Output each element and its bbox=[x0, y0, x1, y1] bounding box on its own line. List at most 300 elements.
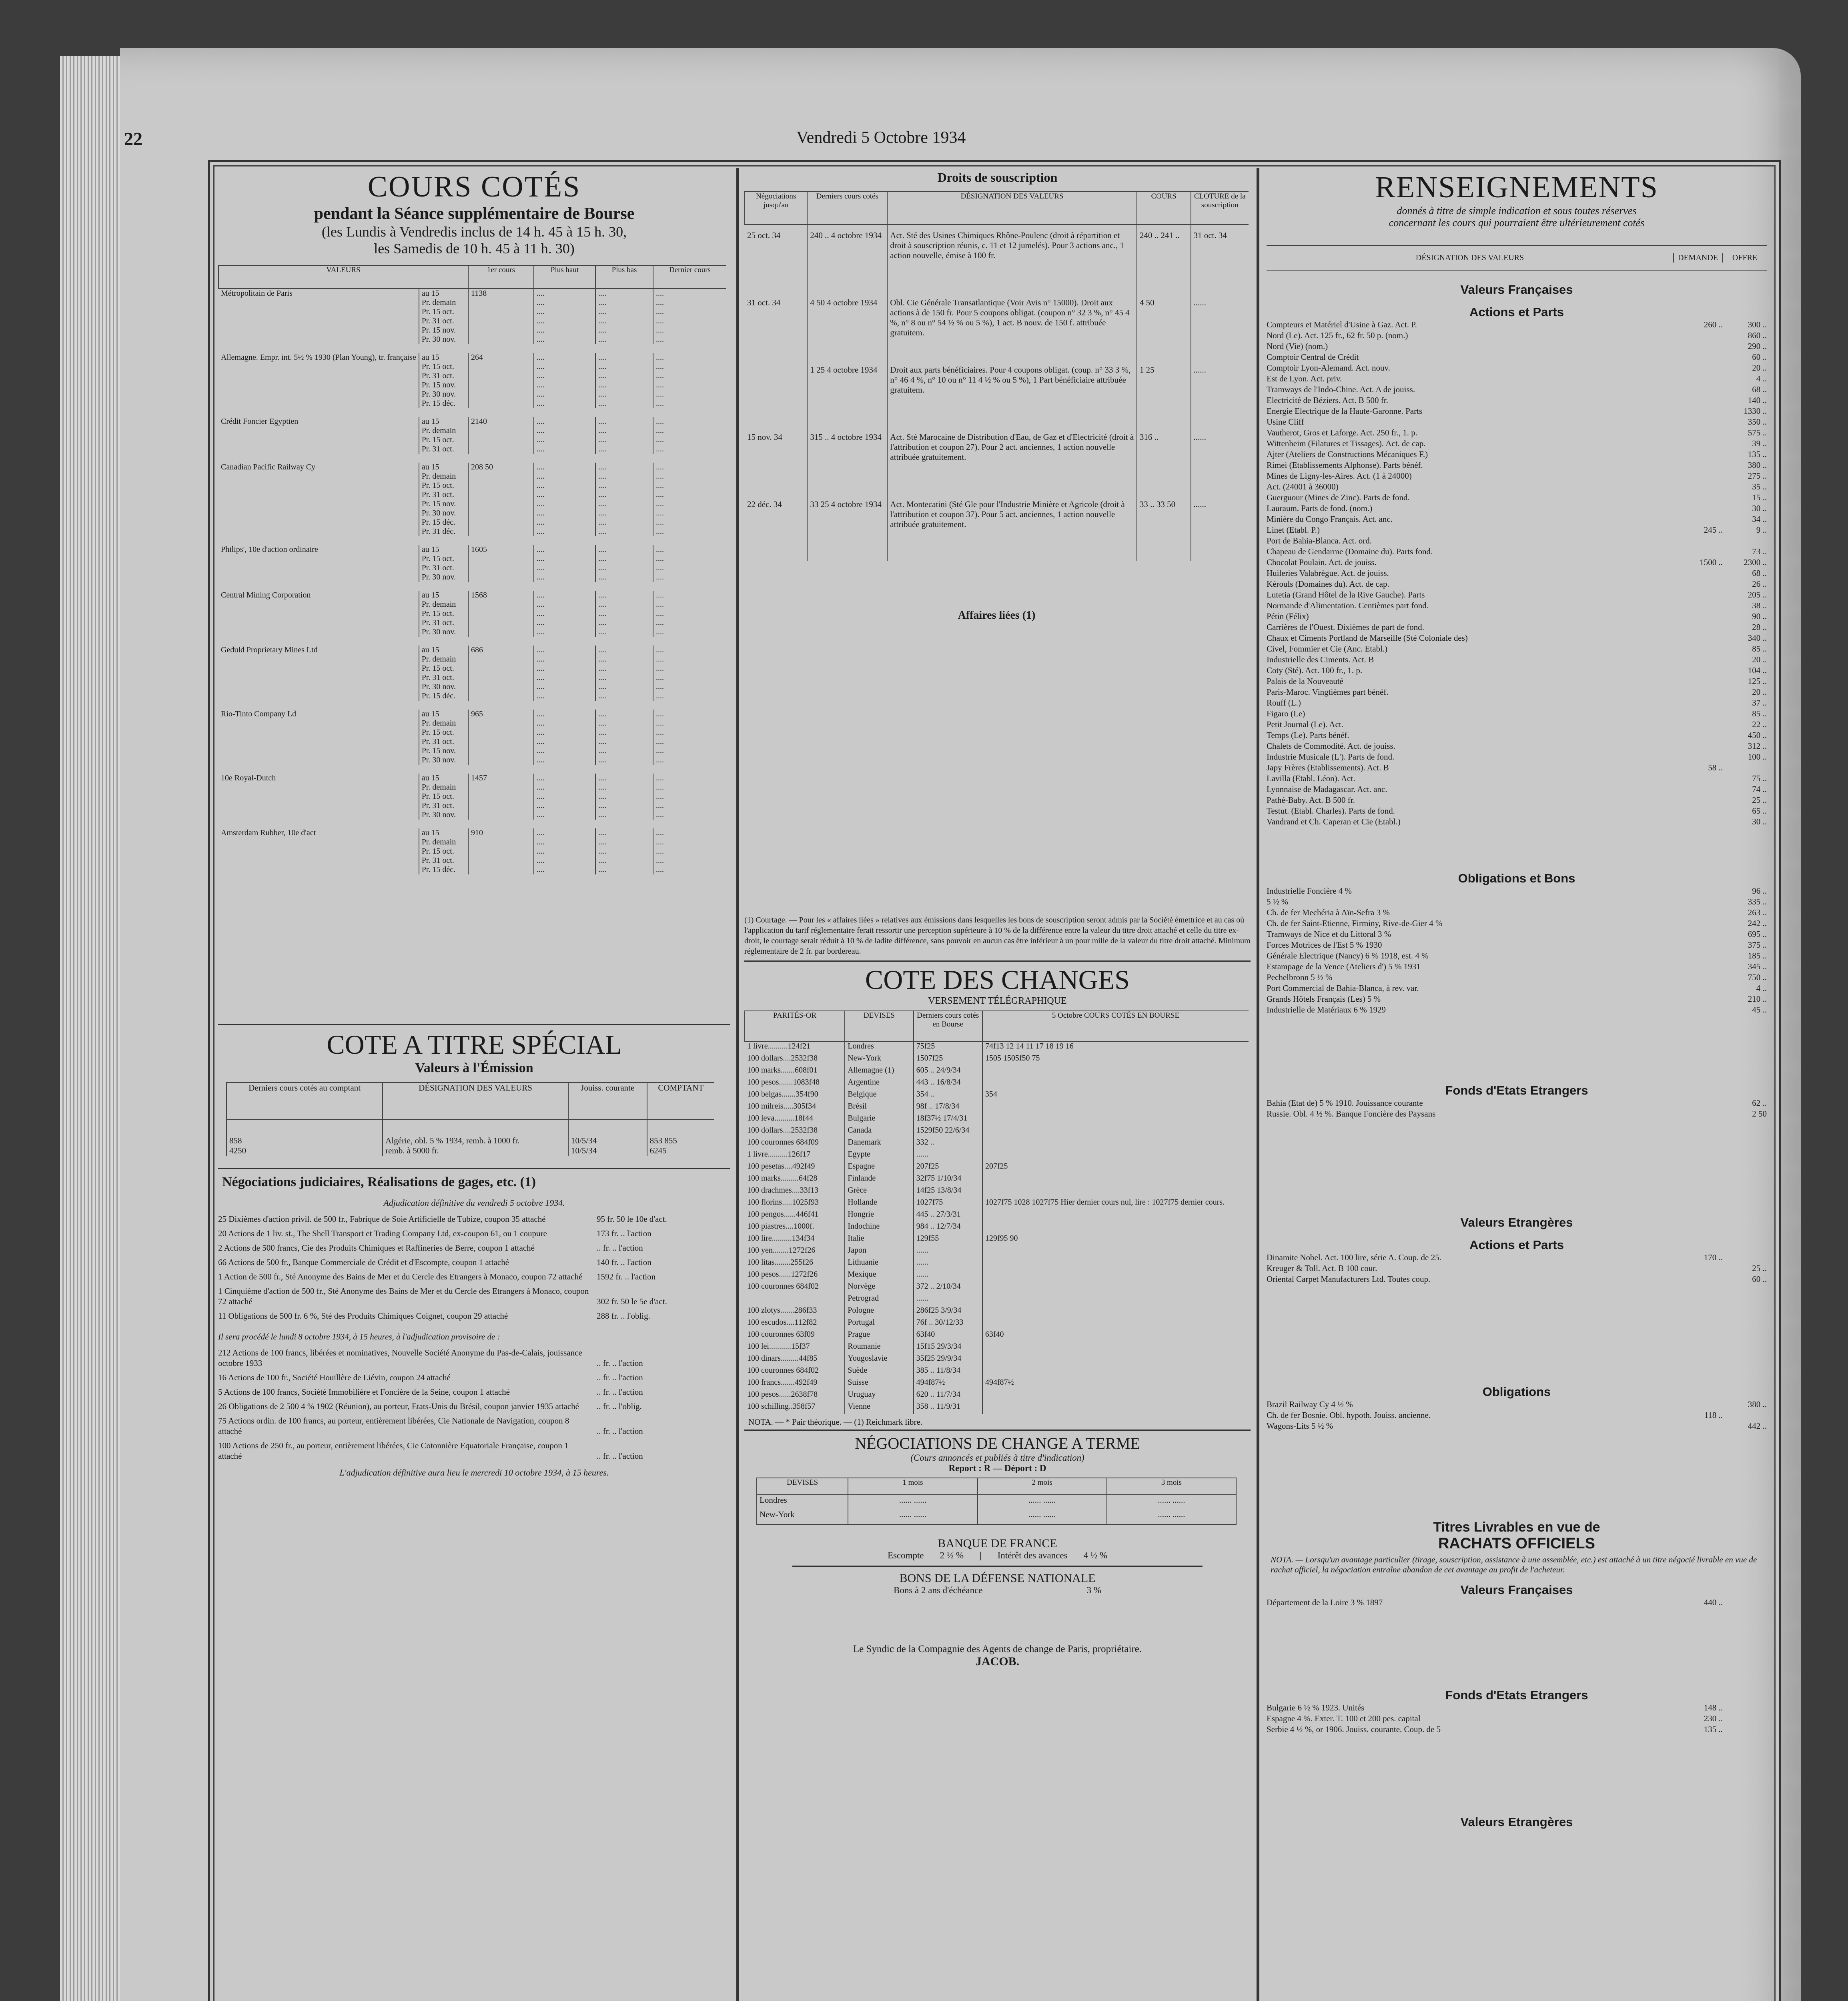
rens-offre: 15 .. bbox=[1752, 493, 1767, 502]
rens-demande bbox=[1675, 795, 1723, 806]
rens-name: Nord (Vie) (nom.) bbox=[1267, 341, 1328, 351]
cours-row: Pr. 30 nov. .... .... .... bbox=[218, 573, 726, 582]
cours-column-header: Plus haut bbox=[534, 265, 595, 289]
rens-name: Chapeau de Gendarme (Domaine du). Parts fond. bbox=[1267, 547, 1433, 556]
cours-row: Pr. 15 nov. .... .... .... bbox=[218, 746, 726, 756]
changes-column-header: Derniers cours cotés en Bourse bbox=[914, 1011, 982, 1041]
rens-demande bbox=[1675, 384, 1723, 395]
cours-row: Pr. 31 oct. .... .... .... bbox=[218, 445, 726, 454]
rens-offre: 37 .. bbox=[1752, 698, 1767, 708]
cours-term: Pr. 15 oct. bbox=[419, 609, 468, 618]
terme-column-header: DEVISES bbox=[757, 1478, 848, 1495]
adjudication-text: 2 Actions de 500 francs, Cie des Produits Chimiques et Raffineries de Berre, coupon 1 attaché bbox=[218, 1243, 535, 1253]
rens-section-title: Actions et Parts bbox=[1469, 1238, 1564, 1252]
rens-demande bbox=[1675, 568, 1723, 579]
rens-offre: 442 .. bbox=[1748, 1421, 1767, 1431]
rens-name: Ch. de fer Bosnie. Obl. hypoth. Jouiss. ancienne. bbox=[1267, 1410, 1431, 1420]
rens-demande bbox=[1675, 806, 1723, 816]
rens-name: Tramways de Nice et du Littoral 3 % bbox=[1267, 929, 1391, 939]
cours-term: Pr. 30 nov. bbox=[419, 682, 468, 692]
adjudication-item bbox=[218, 1416, 730, 1436]
rens-offre bbox=[1723, 1597, 1767, 1608]
changes-prev: 207f25 bbox=[914, 1162, 982, 1174]
rens-offre: 34 .. bbox=[1752, 514, 1767, 524]
rens-name: Pathé-Baby. Act. B 500 fr. bbox=[1267, 795, 1355, 805]
droits-until: 25 oct. 34 bbox=[747, 231, 781, 240]
changes-cur bbox=[982, 1366, 1249, 1378]
rens-demande bbox=[1675, 784, 1723, 795]
droits-column-header: COURS bbox=[1137, 192, 1191, 225]
droits-cours: 1 25 bbox=[1137, 359, 1191, 427]
adjudication-text: 11 Obligations de 500 fr. 6 %, Sté des Produits Chimiques Coignet, coupon 29 attaché bbox=[218, 1311, 508, 1321]
changes-row bbox=[745, 1041, 1249, 1054]
rens-name: Civel, Fommier et Cie (Anc. Etabl.) bbox=[1267, 644, 1388, 654]
adjudication-price: 173 fr. .. l'action bbox=[597, 1229, 651, 1238]
cours-row: Pr. 15 oct. .... .... .... bbox=[218, 847, 726, 856]
cours-row: Rio-Tinto Company Ld au 15 965 .... .... .... bbox=[218, 710, 726, 719]
cours-term: Pr. 15 nov. bbox=[419, 381, 468, 390]
page-date: Vendredi 5 Octobre 1934 bbox=[796, 128, 966, 147]
rens-name: Ajter (Ateliers de Constructions Mécaniques F.) bbox=[1267, 449, 1428, 459]
changes-row bbox=[745, 1306, 1249, 1318]
rens-demande bbox=[1675, 535, 1723, 546]
special-value: 6245 bbox=[647, 1146, 714, 1156]
cours-column-header: Dernier cours bbox=[653, 265, 726, 289]
rens-name: Serbie 4 ½ %, or 1906. Jouiss. courante. Coup. de 5 bbox=[1267, 1724, 1441, 1734]
rens-demande bbox=[1675, 886, 1723, 896]
rens-demande bbox=[1675, 961, 1723, 972]
changes-prev: ...... bbox=[914, 1294, 982, 1306]
changes-row bbox=[745, 1186, 1249, 1198]
rens-demande bbox=[1675, 352, 1723, 363]
cours-row: Pr. 15 oct. .... .... .... bbox=[218, 664, 726, 673]
rens-section-title: Obligations bbox=[1482, 1385, 1551, 1399]
cours-row: Pr. 30 nov. .... .... .... bbox=[218, 628, 726, 637]
rens-offre: 90 .. bbox=[1752, 612, 1767, 621]
cours-term: Pr. 31 oct. bbox=[419, 673, 468, 682]
changes-cur bbox=[982, 1246, 1249, 1258]
cours-row: Geduld Proprietary Mines Ltd au 15 686 .... .... .... bbox=[218, 646, 726, 655]
cours-term: au 15 bbox=[419, 289, 468, 298]
rens-demande bbox=[1675, 698, 1723, 708]
cours-row: Pr. 15 oct. .... .... .... bbox=[218, 307, 726, 317]
adjudication-text: 66 Actions de 500 fr., Banque Commerciale de Crédit et d'Escompte, coupon 1 attaché bbox=[218, 1257, 509, 1267]
cours-term: au 15 bbox=[419, 417, 468, 426]
rens-demande bbox=[1675, 471, 1723, 481]
cours-row: Pr. 31 oct. .... .... .... bbox=[218, 371, 726, 381]
cours-security-name: Philips', 10e d'action ordinaire bbox=[221, 545, 318, 554]
adjudication-text: 25 Dixièmes d'action privil. de 500 fr., Fabrique de Soie Artificielle de Tubize, coupon 35 attaché bbox=[218, 1214, 546, 1224]
special-column-header: COMPTANT bbox=[647, 1083, 714, 1119]
cours-row: Pr. 31 oct. .... .... .... bbox=[218, 856, 726, 865]
rens-demande bbox=[1675, 514, 1723, 525]
rens-row bbox=[1267, 525, 1767, 535]
rens-name: Comptoir Central de Crédit bbox=[1267, 352, 1359, 362]
rens-row bbox=[1267, 600, 1767, 611]
cours-row: Amsterdam Rubber, 10e d'act au 15 910 .... .... .... bbox=[218, 828, 726, 838]
changes-cur: 129f95 90 bbox=[982, 1234, 1249, 1246]
rens-row bbox=[1267, 644, 1767, 654]
rens-name: Electricité de Béziers. Act. B 500 fr. bbox=[1267, 395, 1388, 405]
changes-cur bbox=[982, 1342, 1249, 1354]
droits-row bbox=[745, 427, 1249, 494]
rens-offre: 2 50 bbox=[1752, 1109, 1767, 1119]
special-prev: 4250 bbox=[226, 1146, 383, 1156]
rens-demande bbox=[1675, 622, 1723, 633]
changes-prev: 15f15 29/3/34 bbox=[914, 1342, 982, 1354]
changes-cur: 494f87½ bbox=[982, 1378, 1249, 1390]
changes-prev: 385 .. 11/8/34 bbox=[914, 1366, 982, 1378]
rens-demande bbox=[1675, 330, 1723, 341]
rens-name: Ch. de fer Saint-Etienne, Firminy, Rive-de-Gier 4 % bbox=[1267, 918, 1443, 928]
changes-par: 1 livre..........124f21 bbox=[747, 1042, 811, 1051]
changes-par: 100 litas........255f26 bbox=[747, 1258, 813, 1267]
droits-close: 31 oct. 34 bbox=[1191, 225, 1249, 292]
rens-offre: 73 .. bbox=[1752, 547, 1767, 556]
changes-prev: 286f25 3/9/34 bbox=[914, 1306, 982, 1318]
rens-section-title: Actions et Parts bbox=[1469, 305, 1564, 319]
right-column bbox=[1267, 170, 1767, 2001]
changes-cur bbox=[982, 1306, 1249, 1318]
rens-name: Chocolat Poulain. Act. de jouiss. bbox=[1267, 557, 1377, 567]
cours-column-header: Plus bas bbox=[595, 265, 653, 289]
rens-demande bbox=[1675, 940, 1723, 950]
droits-until: 22 déc. 34 bbox=[747, 499, 782, 509]
adjudication-price: .. fr. .. l'action bbox=[597, 1387, 643, 1397]
rachats-note: NOTA. — Lorsqu'un avantage particulier (tirage, souscription, assistance à une assemblée, etc.) est attaché à un titre négocié livrable en vue de rachat officiel, la négociation entraîne abandon de cet avantage au profit de l'acheteur. bbox=[1271, 1555, 1757, 1574]
changes-row bbox=[745, 1354, 1249, 1366]
rens-name: Minière du Congo Français. Act. anc. bbox=[1267, 514, 1393, 524]
rens-demande bbox=[1675, 665, 1723, 676]
rens-name: Figaro (Le) bbox=[1267, 709, 1305, 718]
rens-row bbox=[1267, 460, 1767, 471]
rens-name: Industrielle Foncière 4 % bbox=[1267, 886, 1352, 896]
adjudication-price: 140 fr. .. l'action bbox=[597, 1257, 651, 1267]
changes-prev: 75f25 bbox=[914, 1041, 982, 1054]
cours-term: Pr. 30 nov. bbox=[419, 390, 468, 399]
changes-par: 100 couronnes 684f09 bbox=[747, 1138, 819, 1147]
rens-name: Bulgarie 6 ½ % 1923. Unités bbox=[1267, 1703, 1365, 1712]
rens-name: Wagons-Lits 5 ½ % bbox=[1267, 1421, 1333, 1431]
rens-col-offre: OFFRE bbox=[1722, 253, 1767, 263]
adjudication-price: .. fr. .. l'action bbox=[597, 1451, 643, 1461]
cours-security-name: Canadian Pacific Railway Cy bbox=[221, 463, 316, 471]
droits-column-header: DÉSIGNATION DES VALEURS bbox=[887, 192, 1137, 225]
renseignements-table bbox=[1267, 245, 1767, 1829]
cours-row: Pr. 31 oct. .... .... .... bbox=[218, 737, 726, 746]
cours-term: Pr. 15 oct. bbox=[419, 362, 468, 371]
changes-prev: 1507f25 bbox=[914, 1054, 982, 1066]
cours-term: au 15 bbox=[419, 545, 468, 554]
cours-term: Pr. demain bbox=[419, 719, 468, 728]
rens-section-title: Obligations et Bons bbox=[1458, 871, 1575, 885]
cours-first-price: 910 bbox=[471, 828, 483, 837]
changes-par: 100 schilling..358f57 bbox=[747, 1402, 816, 1411]
changes-column-header: PARITÉS-OR bbox=[745, 1011, 845, 1041]
changes-row bbox=[745, 1162, 1249, 1174]
changes-cur bbox=[982, 1270, 1249, 1282]
changes-row bbox=[745, 1078, 1249, 1090]
changes-cur bbox=[982, 1390, 1249, 1402]
rens-demande bbox=[1675, 449, 1723, 460]
rens-offre bbox=[1723, 762, 1767, 773]
cours-cotes-hours: (les Lundis à Vendredis inclus de 14 h. 45 à 15 h. 30, bbox=[321, 224, 627, 240]
cours-term: Pr. 31 oct. bbox=[419, 317, 468, 326]
changes-prev: 63f40 bbox=[914, 1330, 982, 1342]
droits-until bbox=[745, 359, 807, 427]
rens-offre: 340 .. bbox=[1748, 633, 1767, 643]
rens-row bbox=[1267, 481, 1767, 492]
cours-row: Pr. 15 oct. .... .... .... bbox=[218, 792, 726, 801]
cours-column-header: VALEURS bbox=[218, 265, 468, 289]
cours-row: Pr. demain .... .... .... bbox=[218, 838, 726, 847]
adjudication-item bbox=[218, 1243, 730, 1253]
rens-row bbox=[1267, 896, 1767, 907]
rens-demande bbox=[1675, 1263, 1723, 1274]
rens-name: Rimei (Etablissements Alphonse). Parts bénéf. bbox=[1267, 460, 1423, 470]
rens-name: Palais de la Nouveauté bbox=[1267, 676, 1343, 686]
cours-row: Pr. 15 déc. .... .... .... bbox=[218, 399, 726, 408]
rens-demande bbox=[1675, 972, 1723, 983]
rens-demande bbox=[1675, 546, 1723, 557]
cours-row: Pr. 15 oct. .... .... .... bbox=[218, 481, 726, 490]
cours-row: Pr. 15 déc. .... .... .... bbox=[218, 865, 726, 874]
rens-name: Forces Motrices de l'Est 5 % 1930 bbox=[1267, 940, 1382, 950]
cours-row: Pr. 30 nov. .... .... .... bbox=[218, 756, 726, 765]
changes-dev: Danemark bbox=[845, 1138, 913, 1150]
droits-until: 31 oct. 34 bbox=[747, 298, 781, 307]
changes-cur bbox=[982, 1222, 1249, 1234]
cours-term: au 15 bbox=[419, 710, 468, 719]
changes-row bbox=[745, 1390, 1249, 1402]
changes-row bbox=[745, 1318, 1249, 1330]
rens-offre: 20 .. bbox=[1752, 687, 1767, 697]
changes-prev: 358 .. 11/9/31 bbox=[914, 1402, 982, 1414]
changes-par: 100 zlotys.......286f33 bbox=[747, 1306, 817, 1315]
cours-row: Pr. 31 oct. .... .... .... bbox=[218, 563, 726, 573]
cours-row: Crédit Foncier Egyptien au 15 2140 .... .... .... bbox=[218, 417, 726, 426]
rens-name: Compteurs et Matériel d'Usine à Gaz. Act. P. bbox=[1267, 320, 1417, 329]
droits-name: Act. Montecatini (Sté Gle pour l'Industrie Minière et Agricole (droit à l'attribution et coupon 37). Pour 5 act. anciennes, 1 action nouvelle attribuée gratuitement. bbox=[887, 494, 1137, 561]
rens-demande bbox=[1675, 1274, 1723, 1285]
cours-row: Pr. 30 nov. .... .... .... bbox=[218, 682, 726, 692]
cours-row: Pr. demain .... .... .... bbox=[218, 298, 726, 307]
terme-currency: New-York bbox=[757, 1510, 848, 1524]
cours-term: Pr. demain bbox=[419, 838, 468, 847]
book-edge bbox=[60, 56, 124, 2001]
adjudication-item bbox=[218, 1347, 730, 1368]
changes-row bbox=[745, 1258, 1249, 1270]
changes-row bbox=[745, 1174, 1249, 1186]
changes-row bbox=[745, 1150, 1249, 1162]
adjudication-text: 75 Actions ordin. de 100 francs, au porteur, entièrement libérées, Cie Nationale de Navigation, coupon 8 attaché bbox=[218, 1416, 569, 1436]
rens-demande bbox=[1675, 994, 1723, 1005]
changes-dev: Espagne bbox=[845, 1162, 913, 1174]
adjudication-item bbox=[218, 1387, 730, 1397]
adjudication-item bbox=[218, 1401, 730, 1412]
cours-term: Pr. 31 oct. bbox=[419, 563, 468, 573]
rens-demande bbox=[1675, 654, 1723, 665]
changes-row bbox=[745, 1138, 1249, 1150]
cours-row: Pr. 15 oct. .... .... .... bbox=[218, 609, 726, 618]
rens-row bbox=[1267, 611, 1767, 622]
cours-first-price: 264 bbox=[471, 353, 483, 362]
rens-row bbox=[1267, 406, 1767, 417]
bons-title: BONS DE LA DÉFENSE NATIONALE bbox=[899, 1572, 1096, 1585]
rens-demande bbox=[1675, 600, 1723, 611]
adjudication-item bbox=[218, 1228, 730, 1239]
rens-demande bbox=[1675, 918, 1723, 929]
cours-row: Pr. 15 oct. .... .... .... bbox=[218, 554, 726, 563]
rens-name: Wittenheim (Filatures et Tissages). Act. de cap. bbox=[1267, 439, 1426, 448]
rens-demande: 230 .. bbox=[1704, 1714, 1723, 1723]
rens-row bbox=[1267, 633, 1767, 644]
rens-offre bbox=[1723, 535, 1767, 546]
rens-demande bbox=[1675, 896, 1723, 907]
rens-offre: 35 .. bbox=[1752, 482, 1767, 491]
droits-name: Act. Sté des Usines Chimiques Rhône-Poulenc (droit à répartition et droit à souscription réunis, c. 11 et 12 jumelés). Pour 3 actions anc., 1 action nouvelle, émise à 100 fr. bbox=[887, 225, 1137, 292]
changes-cur bbox=[982, 1258, 1249, 1270]
adjudication-price: 288 fr. .. l'oblig. bbox=[597, 1311, 650, 1321]
rens-demande bbox=[1675, 816, 1723, 827]
rens-demande: 1500 .. bbox=[1700, 557, 1723, 567]
rens-name: Estampage de la Vence (Ateliers d') 5 % 1931 bbox=[1267, 962, 1421, 971]
cours-term: Pr. 30 nov. bbox=[419, 335, 468, 344]
rens-offre: 25 .. bbox=[1752, 1263, 1767, 1273]
rens-name: Lavilla (Etabl. Léon). Act. bbox=[1267, 774, 1355, 783]
rens-name: Chalets de Commodité. Act. de jouiss. bbox=[1267, 741, 1395, 751]
changes-row bbox=[745, 1330, 1249, 1342]
changes-dev: Pologne bbox=[845, 1306, 913, 1318]
droits-close: ...... bbox=[1191, 359, 1249, 427]
cours-cotes-subtitle: pendant la Séance supplémentaire de Bourse bbox=[314, 205, 635, 223]
droits-row bbox=[745, 225, 1249, 292]
changes-cur bbox=[982, 1294, 1249, 1306]
changes-prev: 494f87½ bbox=[914, 1378, 982, 1390]
cours-row: Pr. 15 déc. .... .... .... bbox=[218, 692, 726, 701]
rens-demande bbox=[1675, 406, 1723, 417]
rens-offre: 39 .. bbox=[1752, 439, 1767, 448]
droits-title: Droits de souscription bbox=[937, 170, 1058, 184]
rens-offre: 380 .. bbox=[1748, 460, 1767, 470]
adjudication-price: .. fr. .. l'action bbox=[597, 1243, 643, 1253]
rens-name: Lauraum. Parts de fond. (nom.) bbox=[1267, 503, 1373, 513]
rens-row bbox=[1267, 687, 1767, 698]
cours-row: Pr. 31 oct. .... .... .... bbox=[218, 490, 726, 499]
rens-offre: 9 .. bbox=[1756, 525, 1767, 535]
changes-cur bbox=[982, 1210, 1249, 1222]
changes-dev: Argentine bbox=[845, 1078, 913, 1090]
adjudication-price: .. fr. .. l'action bbox=[597, 1358, 643, 1368]
avances-label: Intérêt des avances bbox=[997, 1550, 1068, 1560]
rens-demande: 440 .. bbox=[1704, 1598, 1723, 1607]
cours-term: Pr. 31 oct. bbox=[419, 856, 468, 865]
rens-name: Kérouls (Domaines du). Act. de cap. bbox=[1267, 579, 1389, 589]
changes-prev: ...... bbox=[914, 1246, 982, 1258]
cours-term: Pr. 15 oct. bbox=[419, 728, 468, 737]
rens-demande bbox=[1675, 983, 1723, 994]
rens-offre: 335 .. bbox=[1748, 897, 1767, 906]
rens-offre: 242 .. bbox=[1748, 918, 1767, 928]
adjudication-price: 95 fr. 50 le 10e d'act. bbox=[597, 1214, 667, 1224]
adjudication-text: 100 Actions de 250 fr., au porteur, entièrement libérées, Cie Cotonnière Equatoriale Française, coupon 1 attaché bbox=[218, 1441, 569, 1461]
cours-term: Pr. 30 nov. bbox=[419, 628, 468, 637]
change-terme-report: Report : R — Déport : D bbox=[948, 1463, 1046, 1473]
rens-offre: 1330 .. bbox=[1744, 406, 1767, 416]
cours-first-price: 208 50 bbox=[471, 463, 493, 471]
renseignements-header bbox=[1267, 245, 1767, 271]
cours-security-name: Central Mining Corporation bbox=[221, 591, 311, 599]
rens-offre: 300 .. bbox=[1748, 320, 1767, 329]
rens-name: Dinamite Nobel. Act. 100 lire, série A. Coup. de 25. bbox=[1267, 1253, 1441, 1262]
rachats-title-2: RACHATS OFFICIELS bbox=[1438, 1535, 1595, 1552]
negociations-list-2 bbox=[218, 1347, 730, 1461]
droits-cours: 316 .. bbox=[1137, 427, 1191, 494]
adjudication-item bbox=[218, 1257, 730, 1267]
negociations-closing: L'adjudication définitive aura lieu le mercredi 10 octobre 1934, à 15 heures. bbox=[339, 1468, 609, 1478]
terme-column-header: 2 mois bbox=[978, 1478, 1107, 1495]
rens-offre: 125 .. bbox=[1748, 676, 1767, 686]
rens-demande bbox=[1675, 589, 1723, 600]
rens-offre bbox=[1723, 1713, 1767, 1724]
rens-row bbox=[1267, 784, 1767, 795]
cours-row: Pr. demain .... .... .... bbox=[218, 426, 726, 435]
rens-offre: 30 .. bbox=[1752, 503, 1767, 513]
changes-prev: 98f .. 17/8/34 bbox=[914, 1102, 982, 1114]
changes-table bbox=[744, 1011, 1251, 1414]
droits-close: ...... bbox=[1191, 494, 1249, 561]
changes-par: 100 pengos......446f41 bbox=[747, 1210, 819, 1219]
cours-term: au 15 bbox=[419, 353, 468, 362]
escompte-rate: 2 ½ % bbox=[940, 1550, 964, 1560]
cours-term: au 15 bbox=[419, 646, 468, 655]
changes-par: 100 marks.........64f28 bbox=[747, 1174, 818, 1183]
cours-first-price: 1138 bbox=[471, 289, 487, 298]
rens-demande bbox=[1675, 1109, 1723, 1119]
rens-name: Linet (Etabl. P.) bbox=[1267, 525, 1320, 535]
rens-section-title: Fonds d'Etats Etrangers bbox=[1445, 1688, 1588, 1702]
rens-name: Guerguour (Mines de Zinc). Parts de fond. bbox=[1267, 493, 1410, 502]
special-prev: 858 bbox=[226, 1119, 383, 1146]
cours-row: Pr. demain .... .... .... bbox=[218, 600, 726, 609]
rens-name: Normande d'Alimentation. Centièmes part fond. bbox=[1267, 601, 1429, 610]
rens-demande bbox=[1675, 363, 1723, 373]
adjudication-price: 302 fr. 50 le 5e d'act. bbox=[597, 1297, 667, 1306]
changes-cur bbox=[982, 1126, 1249, 1138]
cours-term: Pr. 31 oct. bbox=[419, 801, 468, 810]
change-terme-subtitle: (Cours annoncés et publiés à titre d'indication) bbox=[910, 1453, 1084, 1463]
adjudication-item bbox=[218, 1271, 730, 1282]
cote-special-table bbox=[218, 1082, 730, 1156]
rens-row bbox=[1267, 319, 1767, 330]
changes-dev: Norvège bbox=[845, 1282, 913, 1294]
rens-offre: 345 .. bbox=[1748, 962, 1767, 971]
cours-row: Central Mining Corporation au 15 1568 .... .... .... bbox=[218, 591, 726, 600]
rens-name: Pétin (Félix) bbox=[1267, 612, 1309, 621]
rens-demande bbox=[1675, 741, 1723, 752]
rens-offre: 74 .. bbox=[1752, 784, 1767, 794]
rens-row bbox=[1267, 1410, 1767, 1421]
changes-row bbox=[745, 1210, 1249, 1222]
changes-dev: Grèce bbox=[845, 1186, 913, 1198]
rens-row bbox=[1267, 795, 1767, 806]
cours-term: Pr. 15 oct. bbox=[419, 664, 468, 673]
special-value: 853 855 bbox=[647, 1119, 714, 1146]
rens-demande bbox=[1675, 730, 1723, 741]
rens-offre: 85 .. bbox=[1752, 709, 1767, 718]
cours-term: Pr. 15 nov. bbox=[419, 326, 468, 335]
rens-row bbox=[1267, 1597, 1767, 1608]
